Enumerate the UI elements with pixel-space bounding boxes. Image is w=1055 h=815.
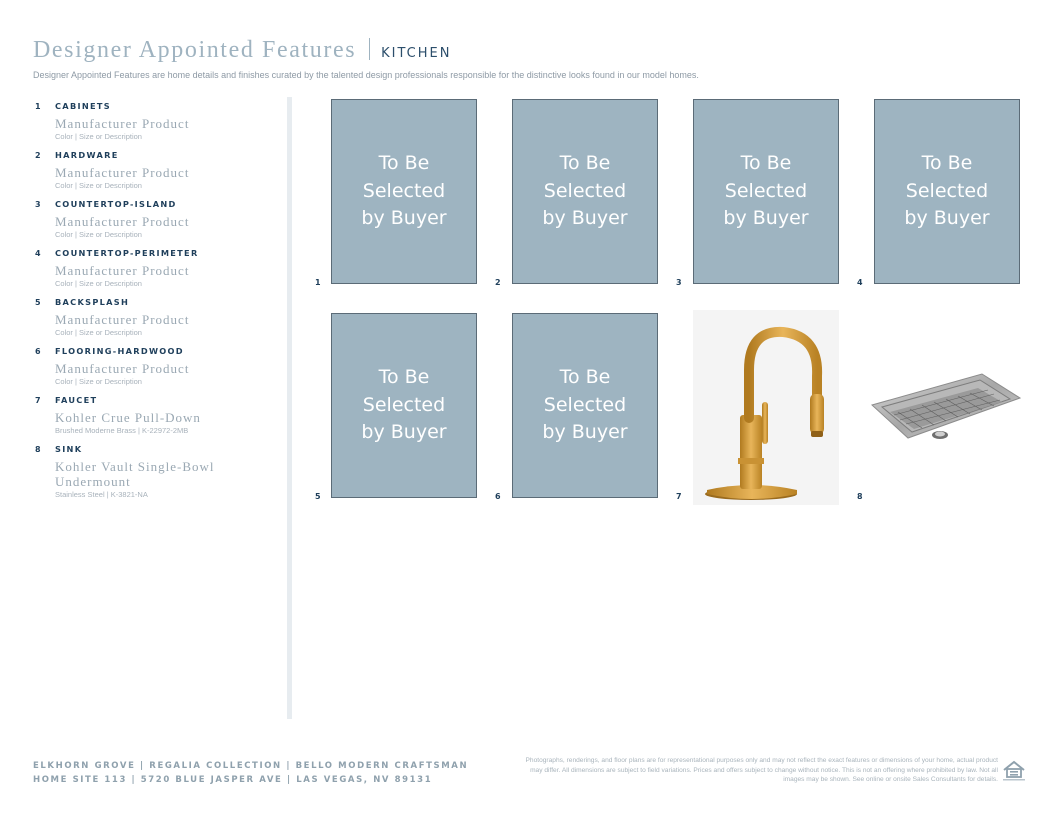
faucet-image: [693, 310, 839, 505]
placeholder-text: To Be Selected by Buyer: [904, 152, 990, 230]
item-category: HARDWARE: [55, 150, 119, 160]
item-detail: Color | Size or Description: [55, 132, 142, 141]
item-number: 6: [35, 346, 41, 356]
placeholder-tile-6: [512, 313, 658, 498]
item-detail: Stainless Steel | K-3821-NA: [55, 490, 148, 499]
item-product: Manufacturer Product: [55, 214, 190, 229]
tile-number: 7: [676, 492, 682, 501]
equal-housing-icon: [1001, 759, 1027, 783]
item-number: 5: [35, 297, 41, 307]
item-category: CABINETS: [55, 101, 111, 111]
item-category: BACKSPLASH: [55, 297, 130, 307]
tile-number: 3: [676, 278, 682, 287]
placeholder-tile-3: [693, 99, 839, 284]
item-number: 7: [35, 395, 41, 405]
item-detail: Color | Size or Description: [55, 377, 142, 386]
title-row: [33, 35, 1025, 64]
page-subtitle: Designer Appointed Features are home details and finishes curated by the talented design professionals responsible for the distinctive looks found in our model homes.: [33, 70, 699, 80]
placeholder-text: To Be Selected by Buyer: [723, 152, 809, 230]
item-product: Manufacturer Product: [55, 361, 190, 376]
placeholder-text: To Be Selected by Buyer: [361, 152, 447, 230]
item-product: Manufacturer Product: [55, 116, 190, 131]
item-detail: Color | Size or Description: [55, 279, 142, 288]
item-detail: Color | Size or Description: [55, 328, 142, 337]
footer-line-2: HOME SITE 113 | 5720 BLUE JASPER AVE | LAS VEGAS, NV 89131: [33, 775, 433, 785]
placeholder-tile-4: [874, 99, 1020, 284]
sink-image: [870, 360, 1022, 455]
tile-number: 4: [857, 278, 863, 287]
placeholder-text: To Be Selected by Buyer: [542, 152, 628, 230]
feature-item: [35, 297, 280, 337]
item-category: COUNTERTOP-ISLAND: [55, 199, 177, 209]
page-title: Designer Appointed Features: [33, 37, 357, 63]
tile-number: 1: [315, 278, 321, 287]
sink-icon: [870, 360, 1022, 455]
item-detail: Color | Size or Description: [55, 230, 142, 239]
feature-list: [35, 101, 280, 508]
item-product: Manufacturer Product: [55, 165, 190, 180]
feature-item: [35, 346, 280, 386]
item-product: Manufacturer Product: [55, 263, 190, 278]
feature-item: [35, 444, 280, 499]
item-product: Kohler Vault Single-Bowl Undermount: [55, 459, 215, 489]
item-category: FLOORING-HARDWOOD: [55, 346, 184, 356]
item-category: SINK: [55, 444, 83, 454]
feature-item: [35, 101, 280, 141]
feature-item: [35, 150, 280, 190]
faucet-icon: [693, 310, 839, 505]
item-detail: Color | Size or Description: [55, 181, 142, 190]
item-number: 3: [35, 199, 41, 209]
tile-number: 2: [495, 278, 501, 287]
item-number: 2: [35, 150, 41, 160]
feature-item: [35, 395, 280, 435]
tile-number: 6: [495, 492, 501, 501]
item-detail: Brushed Moderne Brass | K-22972-2MB: [55, 426, 189, 435]
page-header: [33, 35, 1025, 80]
footer-address: [33, 759, 468, 787]
tile-number: 5: [315, 492, 321, 501]
title-divider: [369, 38, 370, 60]
placeholder-text: To Be Selected by Buyer: [542, 366, 628, 444]
placeholder-tile-2: [512, 99, 658, 284]
item-product: Kohler Crue Pull-Down: [55, 410, 201, 425]
footer-disclaimer: Photographs, renderings, and floor plans are for representational purposes only and may not reflect the exact features or dimensions of your home, actual product may differ. All dimensions are subject to field variations. Prices and offers subject to change without notice. This is not an offering where prohibited by law. Not all images may be shown. See online or onsite Sales Consultants for details.: [525, 757, 998, 784]
tile-number: 8: [857, 492, 863, 501]
feature-item: [35, 248, 280, 288]
placeholder-text: To Be Selected by Buyer: [361, 366, 447, 444]
item-number: 1: [35, 101, 41, 111]
item-number: 4: [35, 248, 41, 258]
feature-item: [35, 199, 280, 239]
item-category: COUNTERTOP-PERIMETER: [55, 248, 199, 258]
equal-housing-logo: [1001, 759, 1027, 783]
placeholder-tile-5: [331, 313, 477, 498]
placeholder-tile-1: [331, 99, 477, 284]
item-number: 8: [35, 444, 41, 454]
item-product: Manufacturer Product: [55, 312, 190, 327]
footer-line-1: ELKHORN GROVE | REGALIA COLLECTION | BELLO MODERN CRAFTSMAN: [33, 761, 469, 771]
item-category: FAUCET: [55, 395, 98, 405]
column-divider: [287, 97, 292, 719]
room-name: KITCHEN: [381, 46, 452, 61]
